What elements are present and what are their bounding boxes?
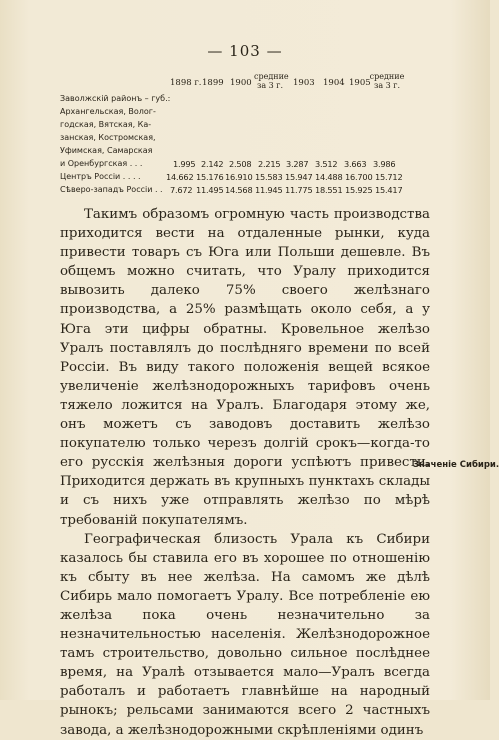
body-text (60, 205, 430, 740)
cell-value: 18.551 (315, 185, 343, 195)
cell-value: 14.662 (166, 172, 194, 182)
page-number: — 103 — (207, 42, 283, 60)
cell-value: 2.508 (229, 159, 252, 169)
cell-value: 2.142 (201, 159, 224, 169)
cell-value: 11.775 (285, 185, 313, 195)
col-header-1900: 1900 (230, 78, 252, 88)
region-line: Заволжскій районъ – губ.: (60, 94, 171, 103)
cell-value: 16.700 (345, 172, 373, 182)
cell-value: 1.995 (173, 159, 196, 169)
cell-value: 11.495 (196, 185, 224, 195)
cell-value: 7.672 (170, 185, 193, 195)
paragraph: Географическая близость Урала къ Сибири казалось бы ставила его въ хорошее по отношенію къ сбыту въ нее желѣза. На самомъ же дѣлѣ Сибирь мало помогаетъ Уралу. Все потребленіе ею желѣза пока очень незначительно за незначительностью населенія. Желѣзнодорожное тамъ строительство, довольно сильное послѣднее время, на Уралѣ отзывается мало—Уралъ всегда работалъ и работаетъ главнѣйше на народный рынокъ; рельсами занимаются всего 2 частныхъ завода, а желѣзнодорожными скрѣпленіями одинъ (60, 531, 430, 738)
cell-value: 3.663 (344, 159, 367, 169)
col-header-1899: 1899 (202, 78, 224, 88)
cell-value: 3.512 (315, 159, 338, 169)
paragraph: Такимъ образомъ огромную часть производства приходится вести на отдаленные рынки, куда привести товаръ съ Юга или Польши дешевле. Въ общемъ можно считать, что Уралу приходится вывозить далеко 75% своего желѣзнаго производства, а 25% размѣщать около себя, а у Юга эти цифры обратны. Кровельное желѣзо Уралъ поставлялъ до послѣдняго времени по всей Россіи. Въ виду такого положенія вещей всякое увеличеніе желѣзнодорожныхъ тарифовъ очень тяжело ложится на Уралъ. Благодаря этому же, онъ можетъ съ заводовъ доставить желѣзо покупателю только черезъ долгій срокъ—когда-то его русскія желѣзныя дороги успѣютъ привести. Приходится держать въ крупныхъ пунктахъ склады и съ нихъ уже отправлять желѣзо по мѣрѣ требованій покупателямъ. (60, 207, 430, 528)
cell-value: 2.215 (258, 159, 281, 169)
region-line: Уфимская, Самарская (60, 146, 153, 155)
cell-value: 15.925 (345, 185, 373, 195)
region-line: годская, Вятская, Ка- (60, 120, 152, 129)
col-header-1898: 1898 г. (170, 78, 202, 88)
region-line: Архангельская, Волог- (60, 107, 156, 116)
col-header-avg-2: средние за 3 г. (369, 72, 405, 90)
cell-value: 15.417 (375, 185, 403, 195)
region-line: занская, Костромская, (60, 133, 156, 142)
cell-value: 15.176 (196, 172, 224, 182)
cell-value: 15.583 (255, 172, 283, 182)
col-header-1903: 1903 (293, 78, 315, 88)
cell-value: 15.712 (375, 172, 403, 182)
col-header-1905: 1905 (349, 78, 371, 88)
col-header-avg-1: средние за 3 г. (254, 72, 289, 90)
cell-value: 3.287 (286, 159, 309, 169)
region-label: Центръ Россіи . . . . (60, 172, 141, 181)
margin-note: Значеніе Сибири. (413, 460, 499, 470)
cell-value: 16.910 (225, 172, 253, 182)
cell-value: 14.488 (315, 172, 343, 182)
region-line: и Оренбургская . . . (60, 159, 143, 168)
region-label: Сѣверо-западъ Россіи . . (60, 185, 163, 194)
cell-value: 14.568 (225, 185, 253, 195)
cell-value: 15.947 (285, 172, 313, 182)
cell-value: 3.986 (373, 159, 396, 169)
col-header-1904: 1904 (323, 78, 345, 88)
cell-value: 11.945 (255, 185, 283, 195)
